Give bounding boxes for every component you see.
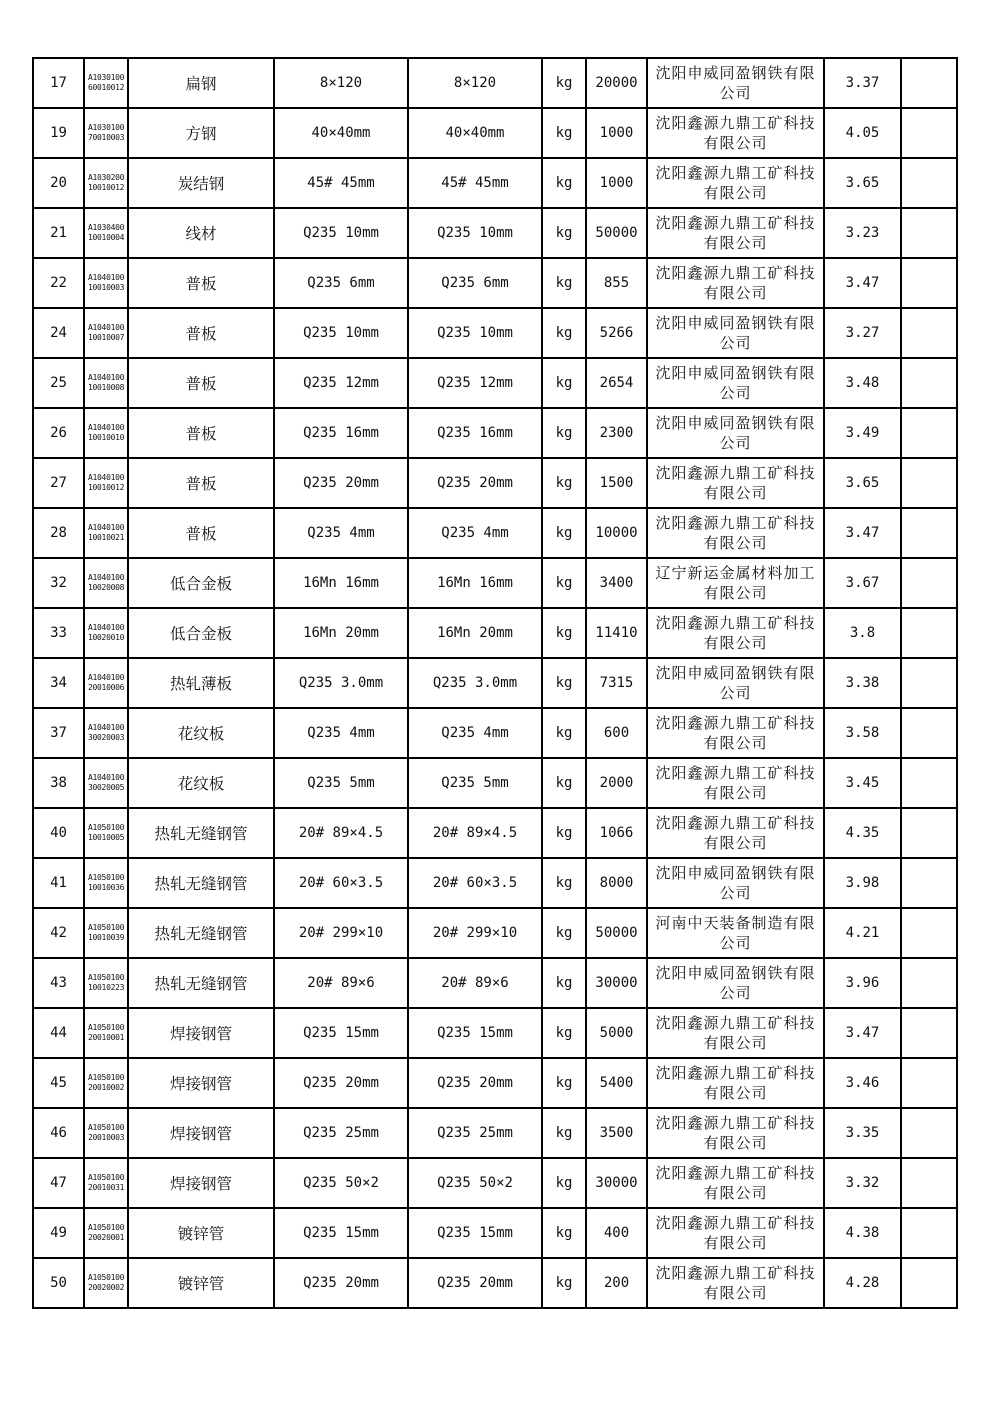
remarks-cell	[901, 608, 957, 658]
row-number-cell: 38	[33, 758, 84, 808]
specification-cell: Q235 20mm	[274, 1258, 408, 1308]
specification-cell: Q235 5mm	[274, 758, 408, 808]
table-row	[33, 1258, 957, 1308]
model-cell: Q235 3.0mm	[408, 658, 542, 708]
row-number-cell: 17	[33, 58, 84, 108]
row-number-cell: 44	[33, 1008, 84, 1058]
remarks-cell	[901, 1258, 957, 1308]
specification-cell: Q235 12mm	[274, 358, 408, 408]
table-row	[33, 758, 957, 808]
remarks-cell	[901, 58, 957, 108]
unit-price-cell: 4.38	[824, 1208, 901, 1258]
model-cell: Q235 20mm	[408, 458, 542, 508]
quantity-cell: 2000	[586, 758, 647, 808]
table-body	[33, 58, 957, 1308]
quantity-cell: 50000	[586, 908, 647, 958]
quantity-cell: 3400	[586, 558, 647, 608]
remarks-cell	[901, 958, 957, 1008]
specification-cell: 20# 299×10	[274, 908, 408, 958]
specification-cell: 20# 89×4.5	[274, 808, 408, 858]
unit-cell: kg	[542, 658, 586, 708]
material-name-cell: 焊接钢管	[128, 1008, 274, 1058]
quantity-cell: 3500	[586, 1108, 647, 1158]
unit-cell: kg	[542, 458, 586, 508]
table-row	[33, 958, 957, 1008]
unit-cell: kg	[542, 58, 586, 108]
quantity-cell: 20000	[586, 58, 647, 108]
unit-price-cell: 3.58	[824, 708, 901, 758]
quantity-cell: 855	[586, 258, 647, 308]
row-number-cell: 46	[33, 1108, 84, 1158]
material-code-cell: A1040100 10020008	[84, 558, 128, 608]
remarks-cell	[901, 1208, 957, 1258]
row-number-cell: 21	[33, 208, 84, 258]
unit-price-cell: 4.21	[824, 908, 901, 958]
remarks-cell	[901, 1008, 957, 1058]
unit-price-cell: 3.98	[824, 858, 901, 908]
material-name-cell: 热轧无缝钢管	[128, 908, 274, 958]
supplier-name-cell: 沈阳鑫源九鼎工矿科技有限公司	[647, 1108, 824, 1158]
unit-cell: kg	[542, 358, 586, 408]
specification-cell: 20# 89×6	[274, 958, 408, 1008]
material-name-cell: 焊接钢管	[128, 1058, 274, 1108]
unit-price-cell: 3.48	[824, 358, 901, 408]
row-number-cell: 37	[33, 708, 84, 758]
unit-price-cell: 3.47	[824, 508, 901, 558]
table-row	[33, 908, 957, 958]
row-number-cell: 27	[33, 458, 84, 508]
quantity-cell: 7315	[586, 658, 647, 708]
unit-price-cell: 3.35	[824, 1108, 901, 1158]
model-cell: 40×40mm	[408, 108, 542, 158]
model-cell: Q235 15mm	[408, 1008, 542, 1058]
supplier-name-cell: 沈阳鑫源九鼎工矿科技有限公司	[647, 508, 824, 558]
material-code-cell: A1050100 20010031	[84, 1158, 128, 1208]
quantity-cell: 10000	[586, 508, 647, 558]
material-name-cell: 镀锌管	[128, 1208, 274, 1258]
material-name-cell: 焊接钢管	[128, 1158, 274, 1208]
unit-price-cell: 4.35	[824, 808, 901, 858]
material-name-cell: 方钢	[128, 108, 274, 158]
unit-cell: kg	[542, 258, 586, 308]
table-row	[33, 608, 957, 658]
unit-price-cell: 3.32	[824, 1158, 901, 1208]
table-row	[33, 358, 957, 408]
quantity-cell: 30000	[586, 958, 647, 1008]
material-name-cell: 普板	[128, 258, 274, 308]
row-number-cell: 50	[33, 1258, 84, 1308]
supplier-name-cell: 沈阳鑫源九鼎工矿科技有限公司	[647, 758, 824, 808]
table-row	[33, 208, 957, 258]
specification-cell: Q235 50×2	[274, 1158, 408, 1208]
material-code-cell: A1040100 10010008	[84, 358, 128, 408]
specification-cell: 45# 45mm	[274, 158, 408, 208]
unit-price-cell: 3.67	[824, 558, 901, 608]
quantity-cell: 50000	[586, 208, 647, 258]
model-cell: Q235 4mm	[408, 708, 542, 758]
supplier-name-cell: 沈阳鑫源九鼎工矿科技有限公司	[647, 158, 824, 208]
unit-cell: kg	[542, 208, 586, 258]
quantity-cell: 8000	[586, 858, 647, 908]
specification-cell: 40×40mm	[274, 108, 408, 158]
material-name-cell: 普板	[128, 458, 274, 508]
material-code-cell: A1030400 10010004	[84, 208, 128, 258]
row-number-cell: 43	[33, 958, 84, 1008]
remarks-cell	[901, 358, 957, 408]
table-row	[33, 158, 957, 208]
remarks-cell	[901, 508, 957, 558]
material-name-cell: 低合金板	[128, 558, 274, 608]
unit-cell: kg	[542, 758, 586, 808]
specification-cell: Q235 3.0mm	[274, 658, 408, 708]
supplier-name-cell: 沈阳鑫源九鼎工矿科技有限公司	[647, 1008, 824, 1058]
quantity-cell: 5266	[586, 308, 647, 358]
row-number-cell: 33	[33, 608, 84, 658]
unit-price-cell: 3.96	[824, 958, 901, 1008]
model-cell: Q235 10mm	[408, 208, 542, 258]
model-cell: Q235 6mm	[408, 258, 542, 308]
material-code-cell: A1050100 20010002	[84, 1058, 128, 1108]
unit-cell: kg	[542, 958, 586, 1008]
model-cell: Q235 16mm	[408, 408, 542, 458]
material-code-cell: A1030100 60010012	[84, 58, 128, 108]
model-cell: 45# 45mm	[408, 158, 542, 208]
row-number-cell: 41	[33, 858, 84, 908]
model-cell: Q235 25mm	[408, 1108, 542, 1158]
table-row	[33, 1158, 957, 1208]
unit-cell: kg	[542, 158, 586, 208]
supplier-name-cell: 河南中天装备制造有限公司	[647, 908, 824, 958]
specification-cell: 16Mn 16mm	[274, 558, 408, 608]
table-row	[33, 708, 957, 758]
remarks-cell	[901, 108, 957, 158]
model-cell: 8×120	[408, 58, 542, 108]
model-cell: Q235 4mm	[408, 508, 542, 558]
specification-cell: 8×120	[274, 58, 408, 108]
remarks-cell	[901, 158, 957, 208]
supplier-name-cell: 沈阳鑫源九鼎工矿科技有限公司	[647, 258, 824, 308]
supplier-name-cell: 辽宁新运金属材料加工有限公司	[647, 558, 824, 608]
table-row	[33, 458, 957, 508]
remarks-cell	[901, 758, 957, 808]
quantity-cell: 2300	[586, 408, 647, 458]
unit-cell: kg	[542, 908, 586, 958]
unit-cell: kg	[542, 558, 586, 608]
quantity-cell: 1000	[586, 158, 647, 208]
supplier-name-cell: 沈阳申威同盈钢铁有限公司	[647, 858, 824, 908]
material-name-cell: 热轧无缝钢管	[128, 958, 274, 1008]
row-number-cell: 25	[33, 358, 84, 408]
model-cell: Q235 10mm	[408, 308, 542, 358]
row-number-cell: 32	[33, 558, 84, 608]
unit-cell: kg	[542, 408, 586, 458]
quantity-cell: 1500	[586, 458, 647, 508]
remarks-cell	[901, 258, 957, 308]
material-code-cell: A1040100 30020005	[84, 758, 128, 808]
supplier-name-cell: 沈阳鑫源九鼎工矿科技有限公司	[647, 1258, 824, 1308]
supplier-name-cell: 沈阳鑫源九鼎工矿科技有限公司	[647, 458, 824, 508]
supplier-name-cell: 沈阳鑫源九鼎工矿科技有限公司	[647, 708, 824, 758]
unit-price-cell: 3.27	[824, 308, 901, 358]
remarks-cell	[901, 208, 957, 258]
remarks-cell	[901, 658, 957, 708]
remarks-cell	[901, 558, 957, 608]
unit-cell: kg	[542, 1208, 586, 1258]
model-cell: Q235 20mm	[408, 1058, 542, 1108]
row-number-cell: 34	[33, 658, 84, 708]
material-code-cell: A1040100 10010003	[84, 258, 128, 308]
material-code-cell: A1050100 20010001	[84, 1008, 128, 1058]
unit-price-cell: 3.47	[824, 258, 901, 308]
material-code-cell: A1050100 20020001	[84, 1208, 128, 1258]
row-number-cell: 19	[33, 108, 84, 158]
material-code-cell: A1030100 70010003	[84, 108, 128, 158]
table-row	[33, 108, 957, 158]
price-table	[32, 57, 958, 1309]
model-cell: Q235 50×2	[408, 1158, 542, 1208]
quantity-cell: 600	[586, 708, 647, 758]
quantity-cell: 11410	[586, 608, 647, 658]
material-code-cell: A1040100 10020010	[84, 608, 128, 658]
specification-cell: Q235 10mm	[274, 308, 408, 358]
remarks-cell	[901, 908, 957, 958]
table-row	[33, 658, 957, 708]
material-name-cell: 焊接钢管	[128, 1108, 274, 1158]
supplier-name-cell: 沈阳申威同盈钢铁有限公司	[647, 958, 824, 1008]
row-number-cell: 28	[33, 508, 84, 558]
supplier-name-cell: 沈阳鑫源九鼎工矿科技有限公司	[647, 1158, 824, 1208]
remarks-cell	[901, 808, 957, 858]
unit-cell: kg	[542, 308, 586, 358]
remarks-cell	[901, 1158, 957, 1208]
unit-cell: kg	[542, 608, 586, 658]
unit-cell: kg	[542, 708, 586, 758]
unit-price-cell: 3.45	[824, 758, 901, 808]
unit-price-cell: 3.37	[824, 58, 901, 108]
model-cell: 16Mn 20mm	[408, 608, 542, 658]
table-row	[33, 558, 957, 608]
unit-cell: kg	[542, 1058, 586, 1108]
unit-price-cell: 3.65	[824, 458, 901, 508]
specification-cell: Q235 20mm	[274, 458, 408, 508]
model-cell: 20# 89×6	[408, 958, 542, 1008]
unit-cell: kg	[542, 508, 586, 558]
material-name-cell: 热轧无缝钢管	[128, 858, 274, 908]
table-row	[33, 1058, 957, 1108]
model-cell: Q235 5mm	[408, 758, 542, 808]
material-name-cell: 炭结钢	[128, 158, 274, 208]
remarks-cell	[901, 708, 957, 758]
material-name-cell: 热轧薄板	[128, 658, 274, 708]
material-code-cell: A1050100 10010039	[84, 908, 128, 958]
specification-cell: Q235 15mm	[274, 1008, 408, 1058]
quantity-cell: 5000	[586, 1008, 647, 1058]
material-code-cell: A1040100 20010006	[84, 658, 128, 708]
table-row	[33, 508, 957, 558]
quantity-cell: 400	[586, 1208, 647, 1258]
supplier-name-cell: 沈阳鑫源九鼎工矿科技有限公司	[647, 808, 824, 858]
supplier-name-cell: 沈阳申威同盈钢铁有限公司	[647, 358, 824, 408]
material-code-cell: A1050100 10010005	[84, 808, 128, 858]
specification-cell: Q235 4mm	[274, 708, 408, 758]
table-row	[33, 808, 957, 858]
material-code-cell: A1040100 10010010	[84, 408, 128, 458]
quantity-cell: 200	[586, 1258, 647, 1308]
material-name-cell: 花纹板	[128, 708, 274, 758]
unit-price-cell: 3.38	[824, 658, 901, 708]
row-number-cell: 42	[33, 908, 84, 958]
material-name-cell: 低合金板	[128, 608, 274, 658]
model-cell: 20# 299×10	[408, 908, 542, 958]
table-row	[33, 258, 957, 308]
table-row	[33, 858, 957, 908]
model-cell: Q235 20mm	[408, 1258, 542, 1308]
table-row	[33, 58, 957, 108]
material-name-cell: 普板	[128, 508, 274, 558]
row-number-cell: 20	[33, 158, 84, 208]
unit-price-cell: 3.23	[824, 208, 901, 258]
supplier-name-cell: 沈阳鑫源九鼎工矿科技有限公司	[647, 108, 824, 158]
material-name-cell: 花纹板	[128, 758, 274, 808]
row-number-cell: 24	[33, 308, 84, 358]
material-name-cell: 镀锌管	[128, 1258, 274, 1308]
model-cell: Q235 12mm	[408, 358, 542, 408]
unit-price-cell: 3.49	[824, 408, 901, 458]
table-row	[33, 308, 957, 358]
material-code-cell: A1030200 10010012	[84, 158, 128, 208]
row-number-cell: 45	[33, 1058, 84, 1108]
specification-cell: 20# 60×3.5	[274, 858, 408, 908]
material-name-cell: 普板	[128, 308, 274, 358]
remarks-cell	[901, 1108, 957, 1158]
specification-cell: Q235 6mm	[274, 258, 408, 308]
row-number-cell: 47	[33, 1158, 84, 1208]
material-name-cell: 扁钢	[128, 58, 274, 108]
supplier-name-cell: 沈阳鑫源九鼎工矿科技有限公司	[647, 608, 824, 658]
specification-cell: Q235 25mm	[274, 1108, 408, 1158]
row-number-cell: 26	[33, 408, 84, 458]
model-cell: 20# 60×3.5	[408, 858, 542, 908]
remarks-cell	[901, 458, 957, 508]
model-cell: 16Mn 16mm	[408, 558, 542, 608]
remarks-cell	[901, 408, 957, 458]
supplier-name-cell: 沈阳申威同盈钢铁有限公司	[647, 58, 824, 108]
unit-cell: kg	[542, 108, 586, 158]
supplier-name-cell: 沈阳鑫源九鼎工矿科技有限公司	[647, 208, 824, 258]
material-name-cell: 普板	[128, 358, 274, 408]
remarks-cell	[901, 308, 957, 358]
table-row	[33, 408, 957, 458]
supplier-name-cell: 沈阳鑫源九鼎工矿科技有限公司	[647, 1058, 824, 1108]
row-number-cell: 40	[33, 808, 84, 858]
model-cell: Q235 15mm	[408, 1208, 542, 1258]
unit-price-cell: 3.65	[824, 158, 901, 208]
quantity-cell: 5400	[586, 1058, 647, 1108]
supplier-name-cell: 沈阳申威同盈钢铁有限公司	[647, 658, 824, 708]
material-code-cell: A1050100 10010036	[84, 858, 128, 908]
material-code-cell: A1040100 10010007	[84, 308, 128, 358]
unit-cell: kg	[542, 1258, 586, 1308]
unit-cell: kg	[542, 1158, 586, 1208]
unit-price-cell: 3.46	[824, 1058, 901, 1108]
specification-cell: Q235 20mm	[274, 1058, 408, 1108]
material-name-cell: 热轧无缝钢管	[128, 808, 274, 858]
table-row	[33, 1008, 957, 1058]
quantity-cell: 30000	[586, 1158, 647, 1208]
specification-cell: Q235 16mm	[274, 408, 408, 458]
table-row	[33, 1208, 957, 1258]
supplier-name-cell: 沈阳鑫源九鼎工矿科技有限公司	[647, 1208, 824, 1258]
unit-price-cell: 4.28	[824, 1258, 901, 1308]
quantity-cell: 1000	[586, 108, 647, 158]
specification-cell: Q235 4mm	[274, 508, 408, 558]
model-cell: 20# 89×4.5	[408, 808, 542, 858]
unit-cell: kg	[542, 858, 586, 908]
specification-cell: Q235 10mm	[274, 208, 408, 258]
material-code-cell: A1050100 10010223	[84, 958, 128, 1008]
quantity-cell: 2654	[586, 358, 647, 408]
material-code-cell: A1040100 10010012	[84, 458, 128, 508]
material-name-cell: 普板	[128, 408, 274, 458]
material-code-cell: A1040100 10010021	[84, 508, 128, 558]
quantity-cell: 1066	[586, 808, 647, 858]
material-code-cell: A1050100 20010003	[84, 1108, 128, 1158]
unit-price-cell: 3.47	[824, 1008, 901, 1058]
material-name-cell: 线材	[128, 208, 274, 258]
remarks-cell	[901, 1058, 957, 1108]
specification-cell: Q235 15mm	[274, 1208, 408, 1258]
table-row	[33, 1108, 957, 1158]
remarks-cell	[901, 858, 957, 908]
supplier-name-cell: 沈阳申威同盈钢铁有限公司	[647, 408, 824, 458]
material-code-cell: A1040100 30020003	[84, 708, 128, 758]
unit-price-cell: 3.8	[824, 608, 901, 658]
supplier-name-cell: 沈阳申威同盈钢铁有限公司	[647, 308, 824, 358]
row-number-cell: 49	[33, 1208, 84, 1258]
unit-cell: kg	[542, 1008, 586, 1058]
unit-cell: kg	[542, 808, 586, 858]
specification-cell: 16Mn 20mm	[274, 608, 408, 658]
unit-cell: kg	[542, 1108, 586, 1158]
unit-price-cell: 4.05	[824, 108, 901, 158]
row-number-cell: 22	[33, 258, 84, 308]
material-code-cell: A1050100 20020002	[84, 1258, 128, 1308]
